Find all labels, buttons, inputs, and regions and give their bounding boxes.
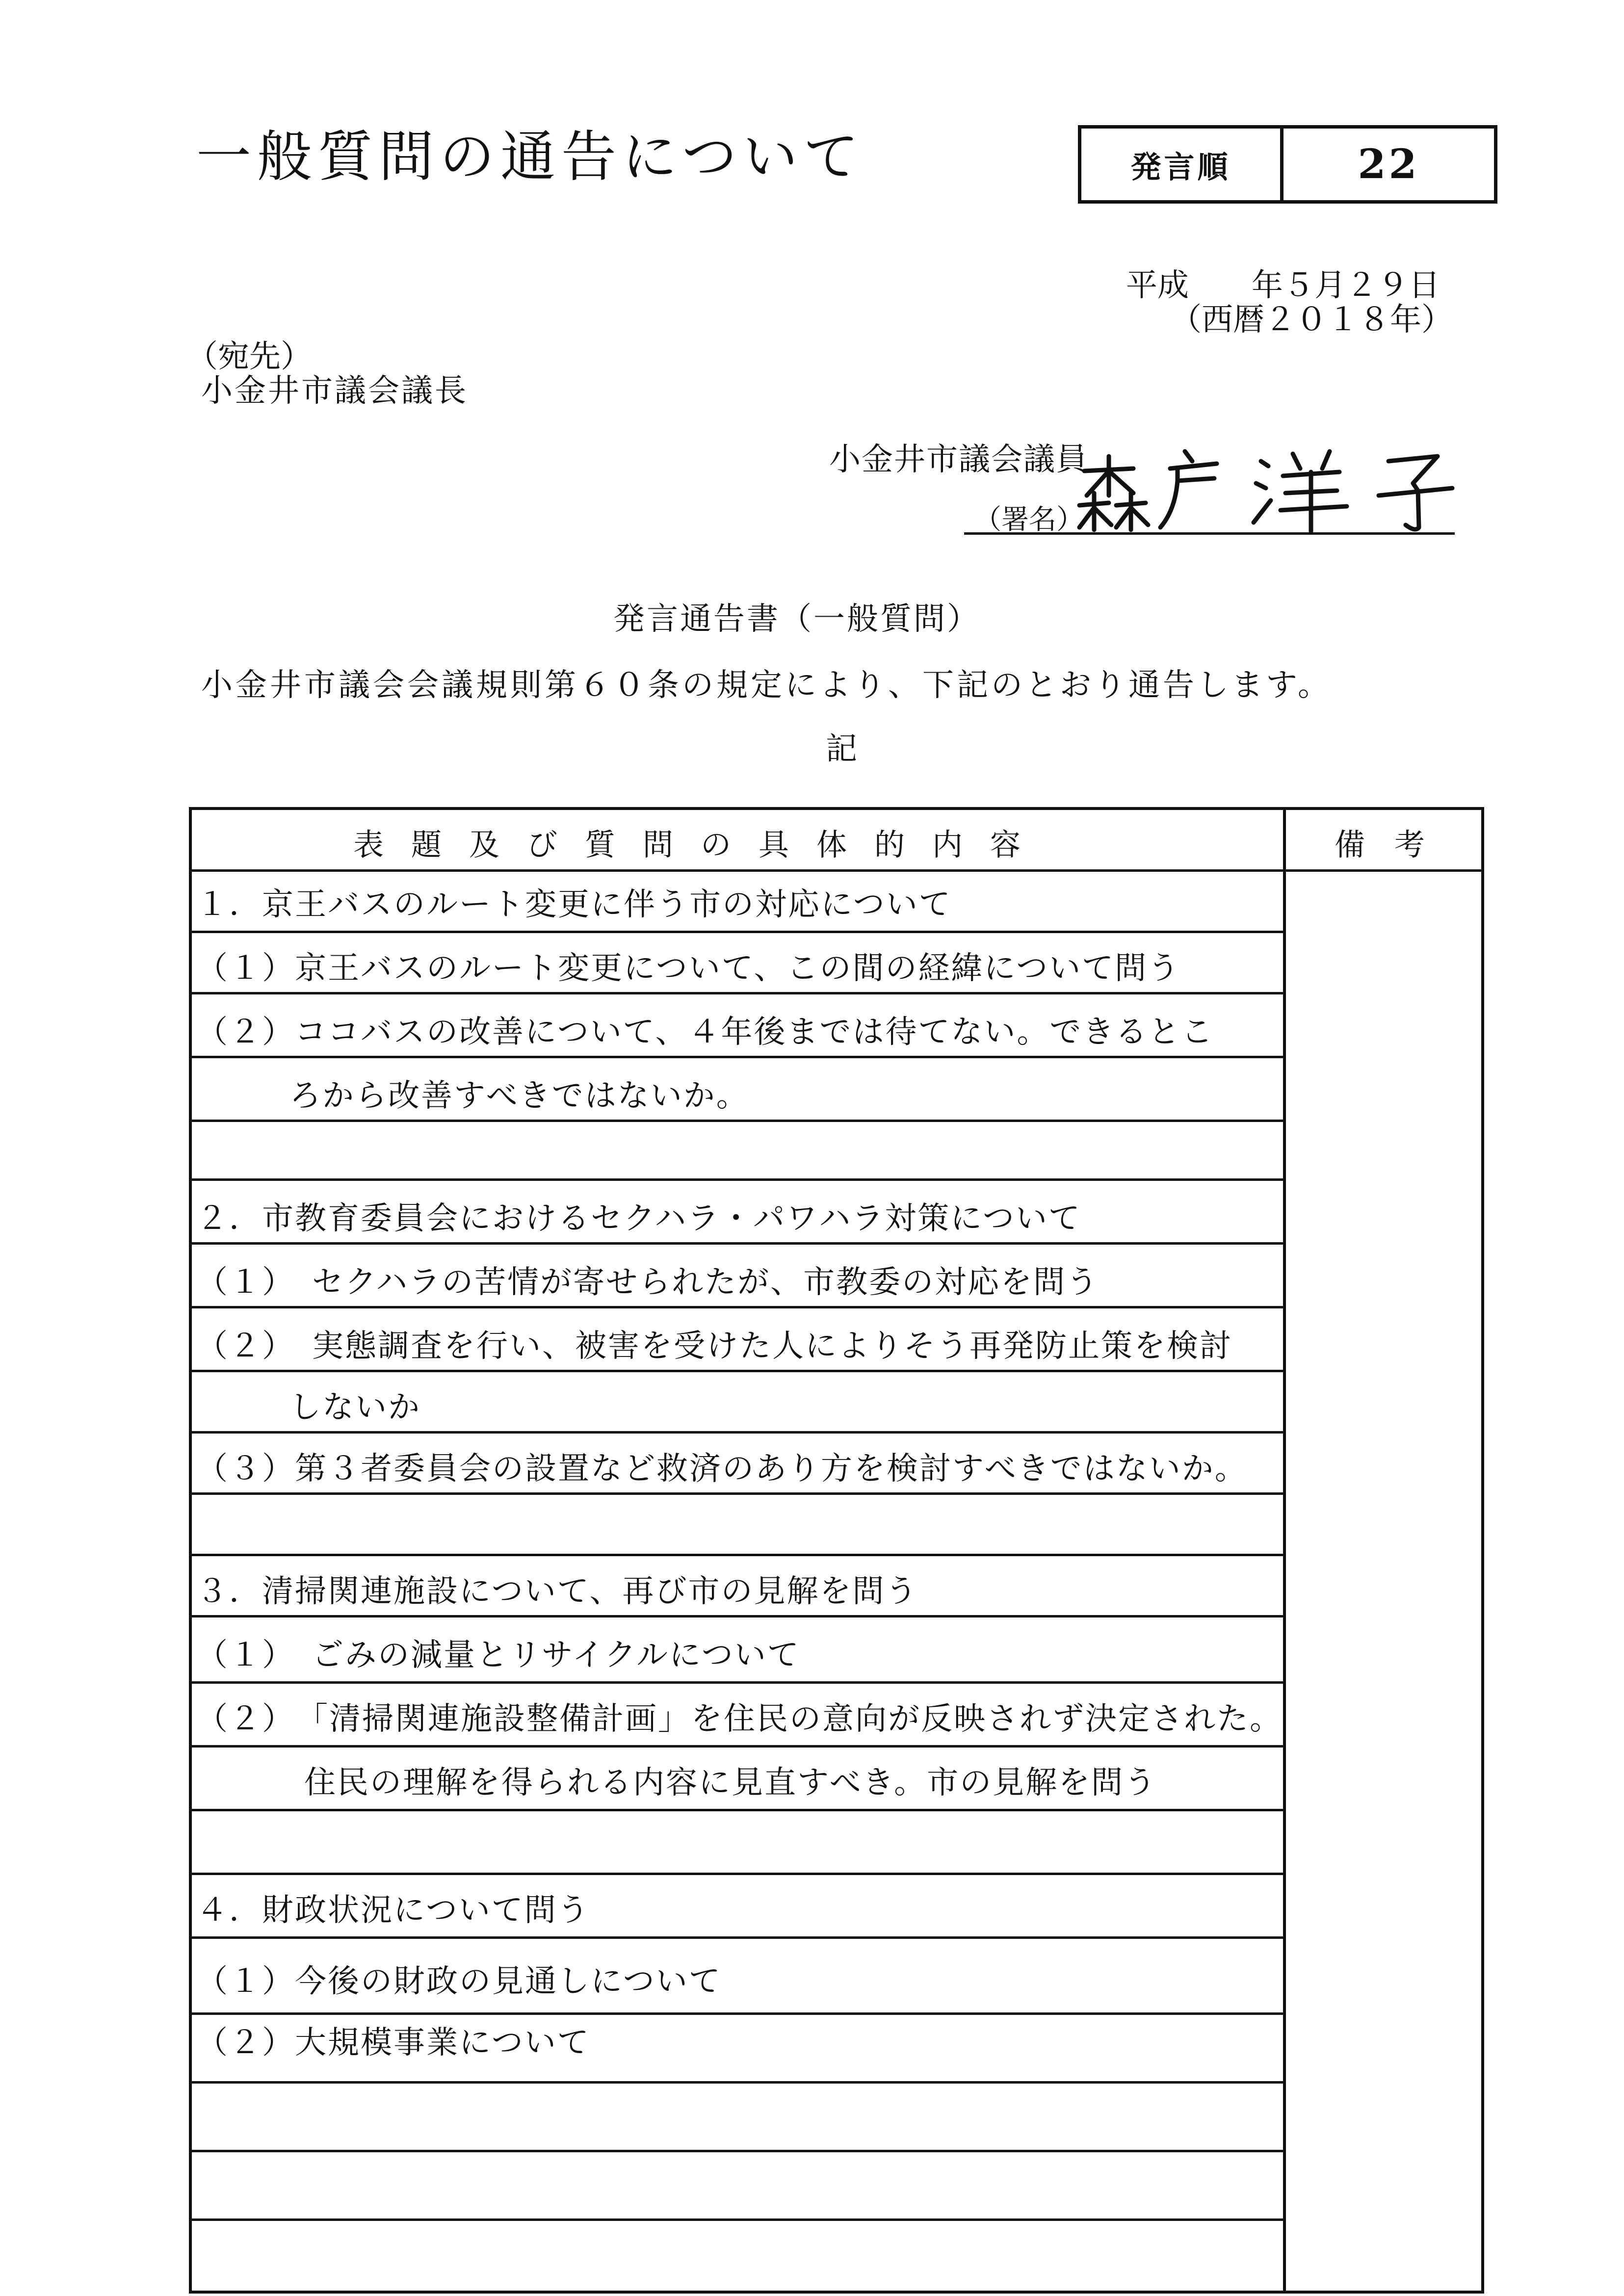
notes-column-divider <box>1283 807 1286 2294</box>
date-western: （西暦２０１８年） <box>1170 302 1453 338</box>
signature-line <box>964 532 1455 535</box>
signature-label: （署名） <box>974 504 1084 536</box>
row-line <box>189 1431 1286 1434</box>
row-line <box>189 2012 1286 2015</box>
document-title: 発言通告書（一般質問） <box>613 601 980 637</box>
row-line <box>189 1615 1286 1618</box>
row-line <box>189 1306 1286 1308</box>
table-header-line <box>189 869 1484 872</box>
question-3-item-2: （２） 「清掃関連施設整備計画」を住民の意向が反映されず決定された。 <box>196 1701 1283 1737</box>
question-4-item-1: （１）今後の財政の見通しについて <box>196 1963 722 2000</box>
speaking-order-value: 22 <box>1358 141 1420 188</box>
row-line <box>189 2218 1286 2221</box>
row-line <box>189 1370 1286 1372</box>
row-line <box>189 1809 1286 1811</box>
handwritten-signature <box>1074 442 1457 535</box>
question-3-item-2-cont: 住民の理解を得られる内容に見直すべき。市の見解を問う <box>304 1765 1157 1801</box>
row-line <box>189 1056 1286 1058</box>
row-line <box>189 992 1286 994</box>
question-4-heading: ４．財政状況について問う <box>196 1892 590 1929</box>
sender-title: 小金井市議会議員 <box>829 442 1088 478</box>
row-line <box>189 1873 1286 1875</box>
question-1-item-2: （２）ココバスの改善について、４年後までは待てない。できるとこ <box>196 1014 1214 1050</box>
question-2-item-3: （３）第３者委員会の設置など救済のあり方を検討すべきではないか。 <box>196 1451 1248 1487</box>
question-2-heading: ２．市教育委員会におけるセクハラ・パワハラ対策について <box>196 1200 1081 1237</box>
row-line <box>189 1242 1286 1245</box>
date-japanese: 平成 年５月２９日 <box>1126 267 1440 304</box>
row-line <box>189 1745 1286 1748</box>
question-1-item-1: （１）京王バスのルート変更について、この間の経緯について問う <box>196 950 1181 987</box>
row-line <box>189 2150 1286 2152</box>
table-header-notes: 備考 <box>1335 827 1455 862</box>
ki-label: 記 <box>826 731 857 767</box>
speaking-order-box <box>1078 125 1497 204</box>
question-3-heading: ３．清掃関連施設について、再び市の見解を問う <box>196 1573 918 1610</box>
row-line <box>189 1936 1286 1939</box>
question-1-item-2-cont: ろから改善すべきではないか。 <box>289 1078 749 1114</box>
table-header-content: 表題及び質問の具体的内容 <box>353 827 1048 862</box>
row-line <box>189 2081 1286 2084</box>
row-line <box>189 1178 1286 1181</box>
question-2-item-2: （２） 実態調査を行い、被害を受けた人によりそう再発防止策を検討 <box>196 1328 1232 1364</box>
row-line <box>189 1554 1286 1556</box>
row-line <box>189 1120 1286 1122</box>
intro-text: 小金井市議会会議規則第６０条の規定により、下記のとおり通告します。 <box>201 667 1332 704</box>
question-1-heading: １．京王バスのルート変更に伴う市の対応について <box>196 887 952 923</box>
speaking-order-label: 発言順 <box>1081 129 1283 200</box>
addressee-label: （宛先） <box>186 339 312 375</box>
row-line <box>189 931 1286 933</box>
question-2-item-1: （１） セクハラの苦情が寄せられたが、市教委の対応を問う <box>196 1264 1100 1301</box>
row-line <box>189 1681 1286 1684</box>
page-title: 一般質問の通告について <box>196 125 864 189</box>
row-line <box>189 1492 1286 1495</box>
question-3-item-1: （１） ごみの減量とリサイクルについて <box>196 1637 800 1673</box>
question-2-item-2-cont: しないか <box>289 1389 421 1426</box>
question-4-item-2: （２）大規模事業について <box>196 2025 590 2061</box>
addressee-name: 小金井市議会議長 <box>201 373 468 409</box>
